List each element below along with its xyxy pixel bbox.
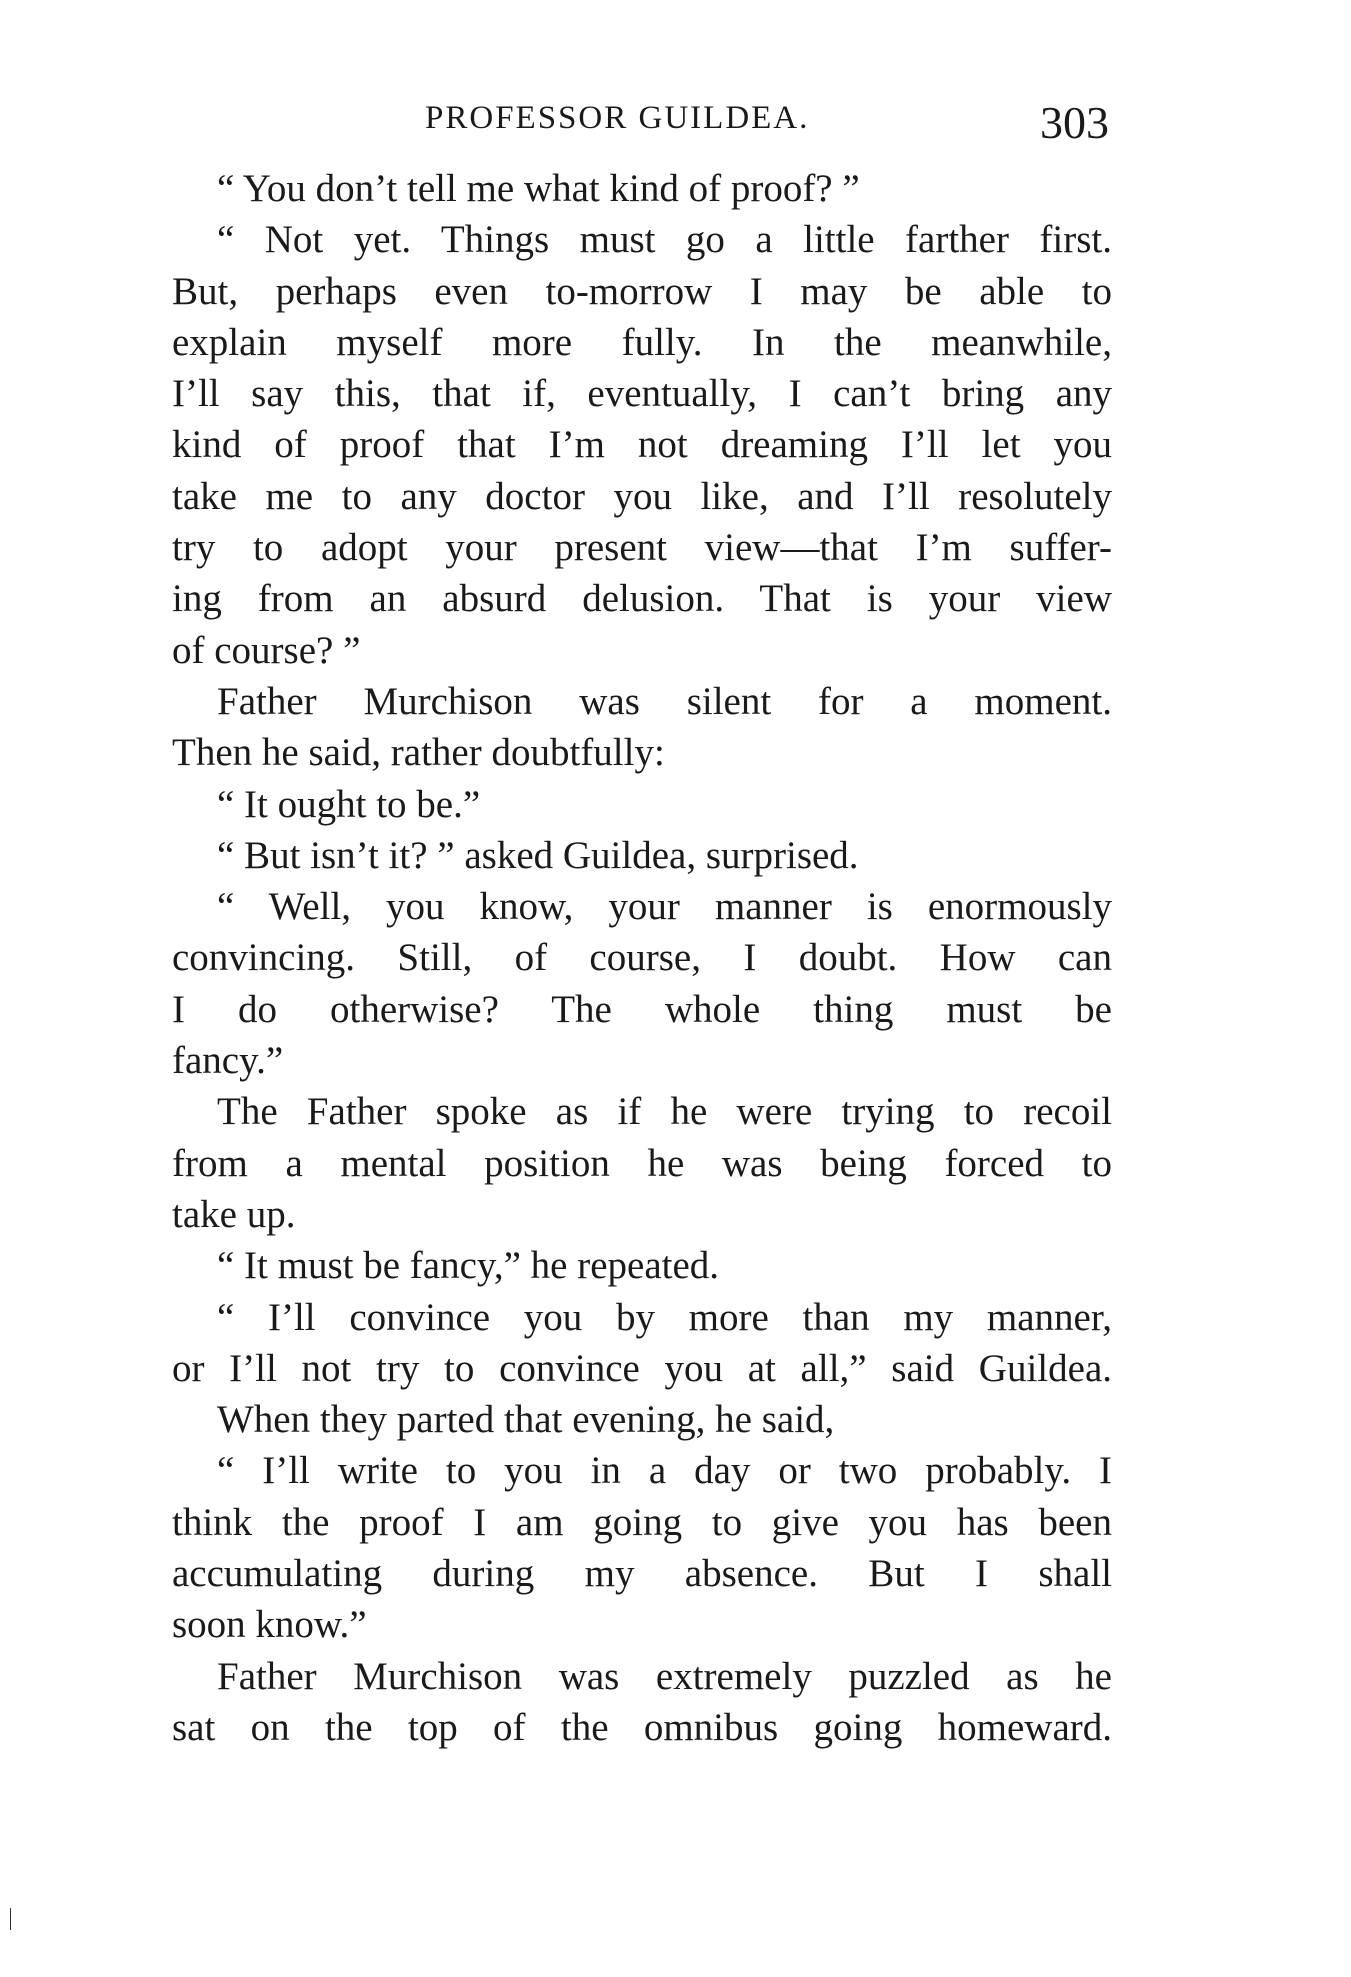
text-line: convincing. Still, of course, I doubt. How can: [172, 936, 1112, 980]
text-line: “ You don’t tell me what kind of proof? ”: [217, 167, 860, 210]
text-line: accumulating during my absence. But I shall: [172, 1552, 1112, 1596]
text-line: soon know.”: [172, 1603, 367, 1647]
text-line: ing from an absurd delusion. That is your view: [172, 577, 1112, 621]
text-line: “ But isn’t it? ” asked Guildea, surprised.: [217, 833, 859, 877]
running-head: [0, 96, 1351, 156]
text-line: take up.: [172, 1192, 296, 1236]
text-line: try to adopt your present view—that I’m suffer-: [172, 526, 1112, 570]
text-line: Father Murchison was extremely puzzled as he: [217, 1654, 1112, 1698]
text-line: from a mental position he was being forced to: [172, 1141, 1112, 1185]
text-line: Father Murchison was silent for a moment.: [217, 679, 1112, 723]
scan-edge-mark: [10, 1908, 11, 1930]
text-line: kind of proof that I’m not dreaming I’ll let you: [172, 423, 1112, 467]
text-line: sat on the top of the omnibus going homeward.: [172, 1705, 1112, 1749]
text-line: When they parted that evening, he said,: [217, 1398, 835, 1442]
text-line: “ It must be fancy,” he repeated.: [217, 1244, 720, 1288]
text-line: explain myself more fully. In the meanwhile,: [172, 320, 1112, 364]
text-line: think the proof I am going to give you has been: [172, 1500, 1112, 1544]
text-line: But, perhaps even to-morrow I may be able to: [172, 269, 1112, 313]
body-text: [172, 163, 1112, 1753]
text-line: I do otherwise? The whole thing must be: [172, 987, 1112, 1031]
text-line: The Father spoke as if he were trying to recoil: [217, 1090, 1112, 1134]
text-line: “ Well, you know, your manner is enormously: [217, 885, 1112, 929]
page-number: 303: [1040, 97, 1109, 148]
text-line: “ Not yet. Things must go a little farther first.: [217, 218, 1112, 262]
running-title: PROFESSOR GUILDEA.: [425, 100, 810, 136]
text-line: I’ll say this, that if, eventually, I can’t bring any: [172, 372, 1112, 416]
text-line: “ I’ll write to you in a day or two probably. I: [217, 1449, 1112, 1493]
text-line: “ It ought to be.”: [217, 782, 481, 826]
text-line: Then he said, rather doubtfully:: [172, 731, 665, 775]
text-line: “ I’ll convince you by more than my manner,: [217, 1295, 1112, 1339]
text-line: take me to any doctor you like, and I’ll resolutely: [172, 474, 1112, 518]
text-line: fancy.”: [172, 1039, 284, 1083]
text-line: of course? ”: [172, 628, 361, 672]
text-line: or I’ll not try to convince you at all,” said Guildea.: [172, 1346, 1112, 1390]
